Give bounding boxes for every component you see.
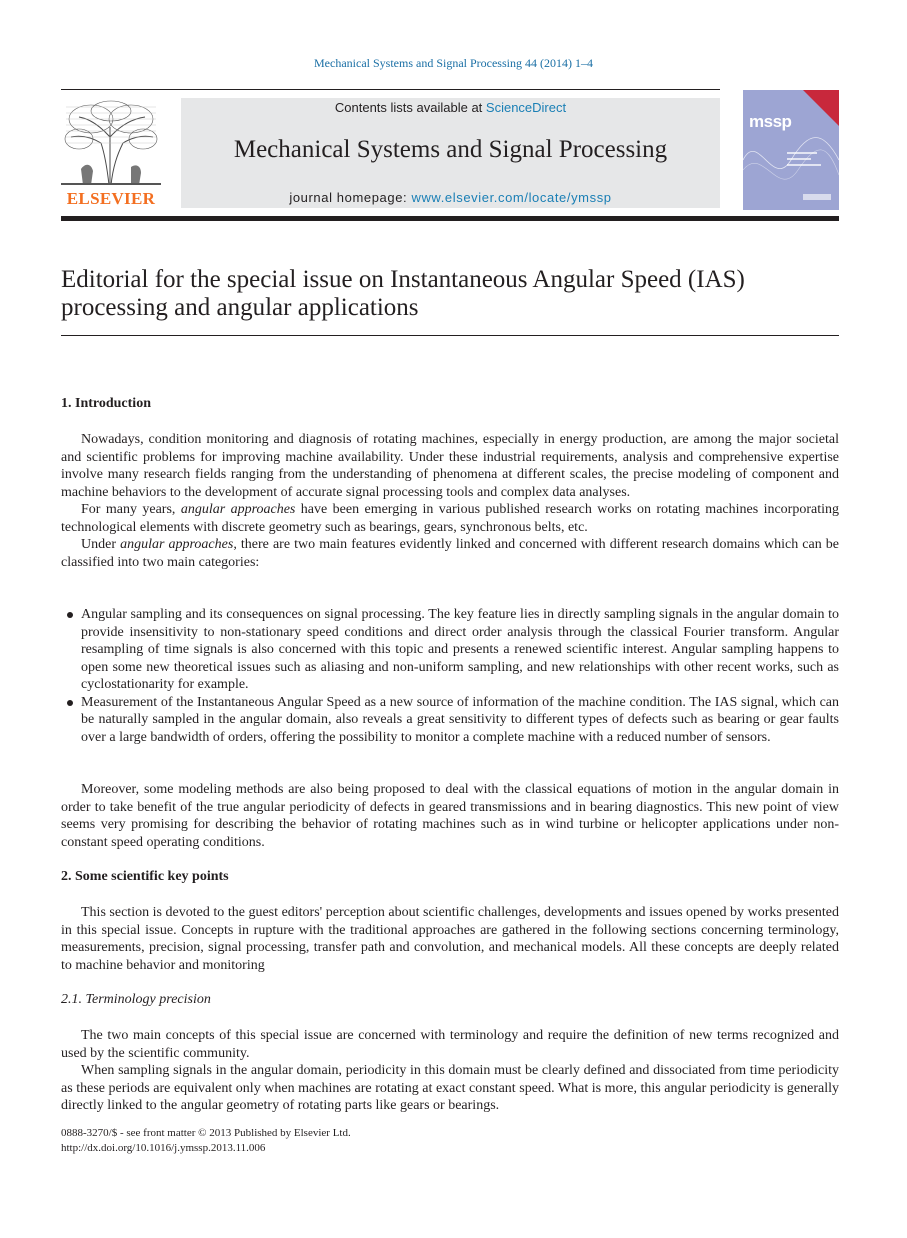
subsection-2-1-body bbox=[61, 1027, 839, 1115]
journal-reference[interactable]: Mechanical Systems and Signal Processing 44 (2014) 1–4 bbox=[314, 56, 593, 70]
sciencedirect-link[interactable]: ScienceDirect bbox=[485, 100, 567, 115]
copyright-line: 0888-3270/$ - see front matter © 2013 Published by Elsevier Ltd. bbox=[61, 1127, 351, 1139]
footer-copyright bbox=[61, 1126, 351, 1156]
list-item: Angular sampling and its consequences on signal processing. The key feature lies in directly sampling signals in the angular domain to provide insensitivity to non-stationary speed conditions and direct order analysis through the classical Fourier transform. Angular resampling of time signals is also concerned with this topic and presents a renewed scientific interest. Angular sampling happens to open some new theoretical issues such as aliasing and non-uniform sampling, and new relationships with other recent works, such as cyclostationarity for example. bbox=[61, 606, 839, 694]
journal-masthead bbox=[181, 98, 720, 208]
header-rule bbox=[61, 89, 720, 90]
doi-link[interactable]: http://dx.doi.org/10.1016/j.ymssp.2013.11.006 bbox=[61, 1142, 266, 1154]
paragraph: When sampling signals in the angular domain, periodicity in this domain must be clearly defined and dissociated from time periodicity as these periods are equivalent only when machines are rotating at exact constant speed. What is more, this angular periodicity is generally directly linked to the angular geometry of rotating parts like gears or bearings. bbox=[61, 1063, 839, 1113]
section-2-intro bbox=[61, 904, 839, 974]
homepage-link[interactable]: www.elsevier.com/locate/ymssp bbox=[411, 190, 612, 205]
paragraph: Nowadays, condition monitoring and diagnosis of rotating machines, especially in energy production, are among the major societal and scientific problems for improving machine availability. Under these industrial requirements, analysis and comprehensive expertise involve many research fields ranging from the understanding of phenomena at different scales, the precise modeling of component and machine behaviors to the development of accurate signal processing tools and complex data analyses. bbox=[61, 432, 839, 500]
publisher-logo-text: ELSEVIER bbox=[66, 189, 156, 208]
journal-cover-thumbnail bbox=[743, 90, 839, 210]
title-rule bbox=[61, 335, 839, 336]
section-1-closing bbox=[61, 781, 839, 851]
journal-title: Mechanical Systems and Signal Processing bbox=[233, 136, 668, 163]
contents-prefix: Contents lists available at bbox=[334, 100, 486, 115]
paragraph: The two main concepts of this special issue are concerned with terminology and require the definition of new terms recognized and used by the scientific community. bbox=[61, 1028, 839, 1061]
header-thick-rule bbox=[61, 216, 839, 221]
contents-line bbox=[181, 100, 720, 115]
homepage-line bbox=[181, 190, 720, 205]
bullet-list bbox=[61, 606, 839, 746]
article-title: Editorial for the special issue on Instantaneous Angular Speed (IAS) processing and angular applications bbox=[61, 266, 745, 321]
subsection-2-1-heading: 2.1. Terminology precision bbox=[61, 992, 211, 1007]
section-1-intro bbox=[61, 431, 839, 571]
homepage-prefix: journal homepage: bbox=[289, 190, 412, 205]
paragraph: Moreover, some modeling methods are also being proposed to deal with the classical equations of motion in the angular domain in order to take benefit of the true angular periodicity of defects in geared transmissions and in bearing diagnostics. This new point of view seems very promising for describing the behavior of rotating machines such as in wind turbine or helicopter applications under non-constant speed operating conditions. bbox=[61, 782, 839, 850]
cover-wave-art bbox=[743, 90, 839, 210]
section-2-heading: 2. Some scientific key points bbox=[61, 869, 229, 884]
bullet-icon bbox=[67, 612, 73, 618]
paragraph: For many years, angular approaches have been emerging in various published research works on rotating machines incorporating technological elements with discrete geometry such as bearings, gears, synchronous belts, etc. bbox=[61, 502, 840, 535]
section-1-heading: 1. Introduction bbox=[61, 396, 151, 411]
paragraph: This section is devoted to the guest editors' perception about scientific challenges, developments and issues opened by works presented in this special issue. Concepts in rupture with the traditional approaches are gathered in the following sections concerning terminology, measurements, precision, signal processing, transfer path and convolution, and mechanical models. All these concepts are deeply related to machine behavior and monitoring bbox=[61, 905, 839, 973]
bullet-icon bbox=[67, 700, 73, 706]
list-item: Measurement of the Instantaneous Angular Speed as a new source of information of the machine condition. The IAS signal, which can be naturally sampled in the angular domain, also reveals a great sensitivity to different types of defects such as bearing or gear faults over a large bandwidth of orders, offering the possibility to monitor a complete machine with a reduced number of sensors. bbox=[61, 694, 839, 747]
cover-label: mssp bbox=[749, 112, 792, 131]
paragraph: Under angular approaches, there are two main features evidently linked and concerned with different research domains which can be classified into two main categories: bbox=[61, 537, 839, 570]
